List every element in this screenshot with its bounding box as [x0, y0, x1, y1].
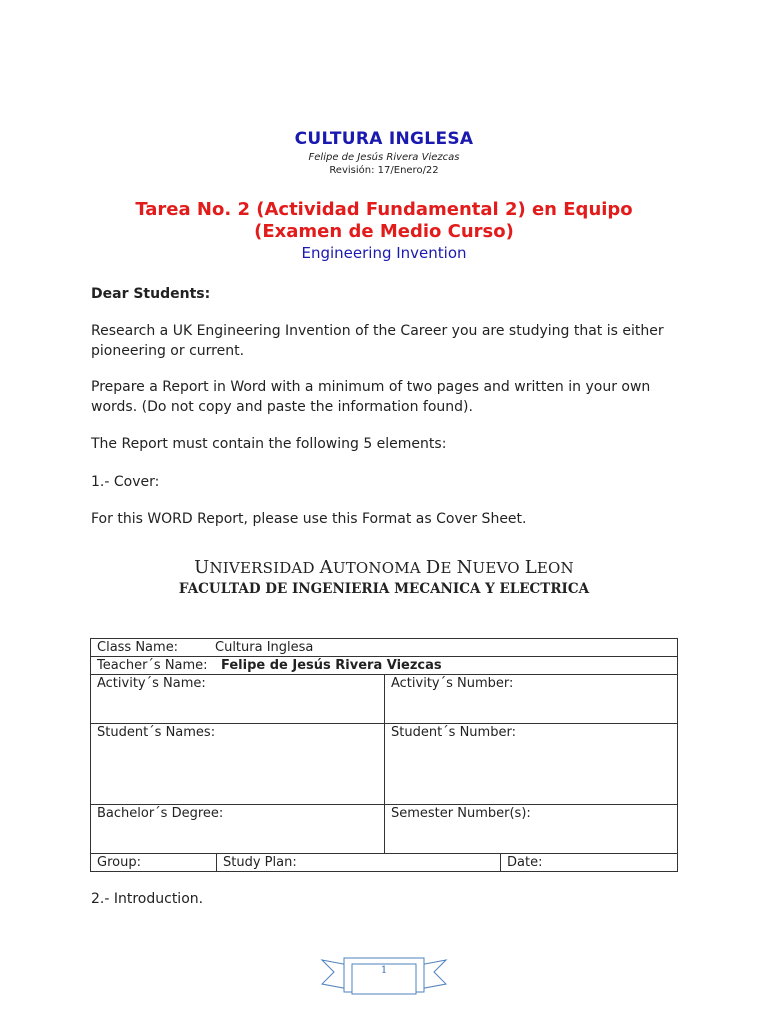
revision-date: Revisión: 17/Enero/22	[329, 165, 439, 176]
cover-sheet-table	[90, 638, 678, 872]
greeting: Dear Students:	[91, 286, 211, 302]
semester-number-label: Semester Number(s):	[384, 805, 677, 853]
paragraph-prepare: Prepare a Report in Word with a minimum of two pages and written in your own words. (Do not copy and paste the information found).	[91, 379, 651, 415]
item-cover: 1.- Cover:	[91, 474, 160, 490]
task-topic: Engineering Invention	[301, 244, 467, 262]
page-number-ribbon-icon	[320, 956, 448, 996]
table-row	[91, 854, 677, 871]
student-names-label: Student´s Names:	[97, 725, 216, 740]
study-plan-label: Study Plan:	[216, 854, 501, 871]
university-name: UNIVERSIDAD AUTONOMA DE NUEVO LEON	[194, 557, 574, 578]
item-introduction: 2.- Introduction.	[91, 891, 204, 907]
faculty-name: FACULTAD DE INGENIERIA MECANICA Y ELECTRICA	[178, 581, 590, 597]
bachelor-degree-label: Bachelor´s Degree:	[97, 806, 224, 821]
table-row	[91, 724, 677, 805]
task-subtitle: (Examen de Medio Curso)	[254, 221, 514, 242]
page-number: 1	[380, 965, 388, 976]
paragraph-elements: The Report must contain the following 5 elements:	[91, 436, 447, 452]
activity-number-label: Activity´s Number:	[384, 675, 677, 723]
paragraph-research: Research a UK Engineering Invention of the Career you are studying that is either pioneering or current.	[91, 323, 664, 359]
table-row	[91, 805, 677, 854]
table-row	[91, 639, 677, 657]
activity-name-label: Activity´s Name:	[97, 676, 206, 691]
author-name: Felipe de Jesús Rivera Viezcas	[308, 152, 460, 163]
class-name-label: Class Name:	[97, 640, 179, 655]
table-row	[91, 675, 677, 724]
group-label: Group:	[97, 855, 141, 870]
student-number-label: Student´s Number:	[384, 724, 677, 804]
table-row	[91, 657, 677, 675]
paragraph-format: For this WORD Report, please use this Format as Cover Sheet.	[91, 511, 527, 527]
course-title: CULTURA INGLESA	[294, 129, 474, 149]
date-label: Date:	[500, 854, 677, 871]
task-title: Tarea No. 2 (Actividad Fundamental 2) en Equipo	[135, 199, 633, 220]
class-name-value: Cultura Inglesa	[215, 640, 314, 655]
teacher-name-label: Teacher´s Name:	[97, 658, 208, 673]
teacher-name-value: Felipe de Jesús Rivera Viezcas	[221, 658, 442, 673]
